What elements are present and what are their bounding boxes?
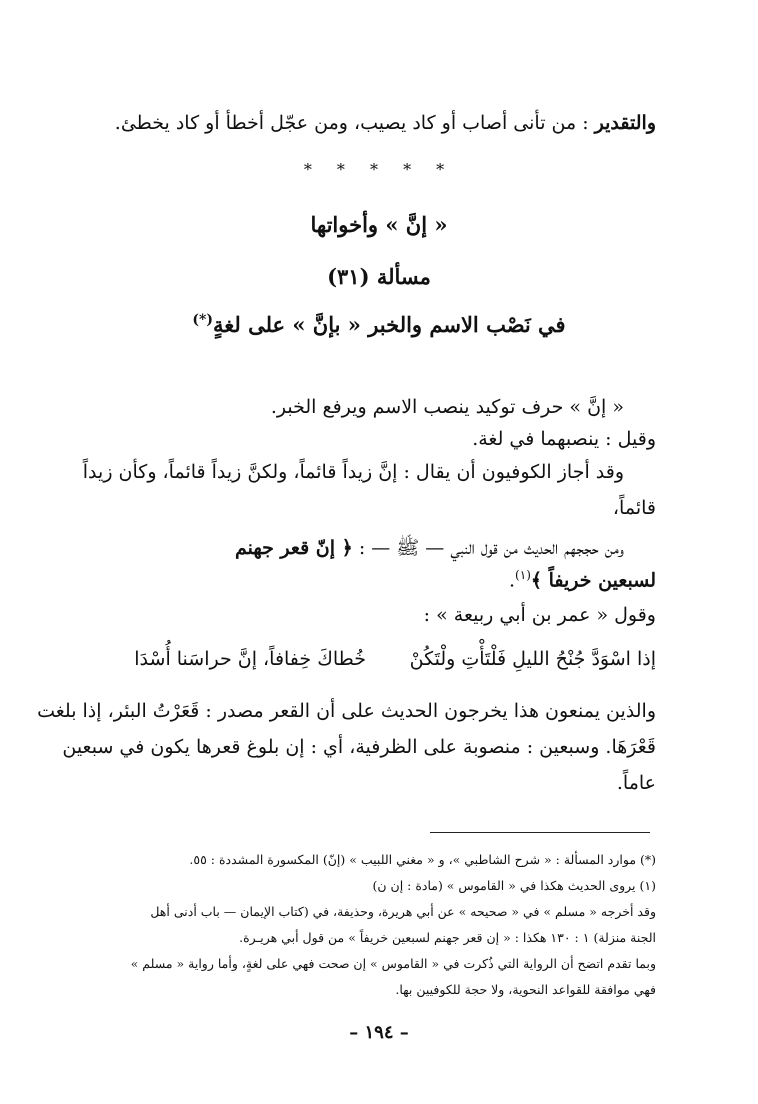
para-4-line-1-text: ومن حججهم الحديث من قول النبي — ﷺ — : — [358, 537, 624, 559]
footnote-1: (١) يروى الحديث هكذا في « القاموس » (مادة : إن ن) — [372, 878, 656, 893]
page-number: – ١٩٤ – — [349, 1022, 409, 1043]
header-line — [115, 112, 656, 134]
issue-title: في نَصْب الاسم والخبر « بإنَّ » على لغةٍ — [212, 312, 566, 337]
para-4-line-2 — [509, 568, 656, 591]
issue-title-footnote-mark: (*) — [192, 312, 213, 328]
para-4-line-2-end: . — [509, 569, 516, 592]
issue-title-wrap — [0, 312, 758, 337]
para-1: « إنَّ » حرف توكيد ينصب الاسم ويرفع الخبر. — [270, 396, 624, 418]
verse-first-hemistich: إذا اسْوَدَّ جُنْحُ الليلِ فَلْتَأْتِ ولْتَكُنْ — [409, 648, 656, 670]
para-2: وقيل : ينصبهما في لغة. — [472, 428, 656, 450]
footnote-1-line-4: وبما تقدم اتضح أن الرواية التي ذُكرت في « القاموس » إن صحت فهي على لغةٍ، وأما رواية « مسلم » — [130, 956, 656, 971]
para-5: وقول « عمر بن أبي ربيعة » : — [423, 604, 656, 626]
para-6-line-3: عاماً. — [616, 772, 656, 794]
footnote-1-line-2: وقد أخرجه « مسلم » في « صحيحه » عن أبي هريرة، وحذيفة، في (كتاب الإيمان — باب أدنى أهل — [150, 904, 656, 919]
header-line-text: : من تأنى أصاب أو كاد يصيب، ومن عجّل أخطأ أو كاد يخطئ. — [114, 112, 595, 134]
para-4-footnote-ref: (١) — [515, 568, 531, 582]
para-3-line-2: قائماً، — [612, 497, 656, 519]
footnote-1-line-3: الجنة منزلة) ١ : ١٣٠ هكذا : « إن قعر جهنم لسبعين خريفاً » من قول أبي هريـرة. — [239, 930, 656, 945]
para-6-line-1: والذين يمنعون هذا يخرجون الحديث على أن القعر مصدر : قَعَرْتُ البئر، إذا بلغت — [37, 700, 656, 722]
para-6-line-2: قَعْرَهَا. وسبعين : منصوبة على الظرفية، أي : إن بلوغ قعرها يكون في سبعين — [62, 736, 656, 758]
para-4-line-1 — [235, 536, 624, 564]
footnote-star: (*) موارد المسألة : « شرح الشاطبي »، و « مغني اللبيب » (إنّ) المكسورة المشددة : ٥٥. — [189, 852, 656, 867]
para-4-line-2-quote: لسبعين خريفاً ﴾ — [530, 569, 656, 592]
section-divider-stars: * * * * * — [303, 160, 455, 179]
para-4-line-1-quote: ﴿ إنّ قعر جهنم — [234, 537, 353, 559]
issue-number: مسألة (٣١) — [327, 264, 431, 289]
verse-second-hemistich: خُطاكَ خِفافاً، إنَّ حراسَنا أُسْدَا — [134, 648, 366, 670]
footnote-1-line-5: فهي موافقة للقواعد النحوية، ولا حجة للكوفيين بها. — [395, 982, 656, 997]
footnote-separator — [430, 832, 650, 833]
para-3-line-1: وقد أجاز الكوفيون أن يقال : إنَّ زيداً قائماً، ولكنَّ زيداً قائماً، وكأن زيداً — [82, 461, 624, 483]
header-line-bold: والتقدير — [594, 112, 656, 134]
section-title: « إنَّ » وأخواتها — [310, 212, 448, 237]
